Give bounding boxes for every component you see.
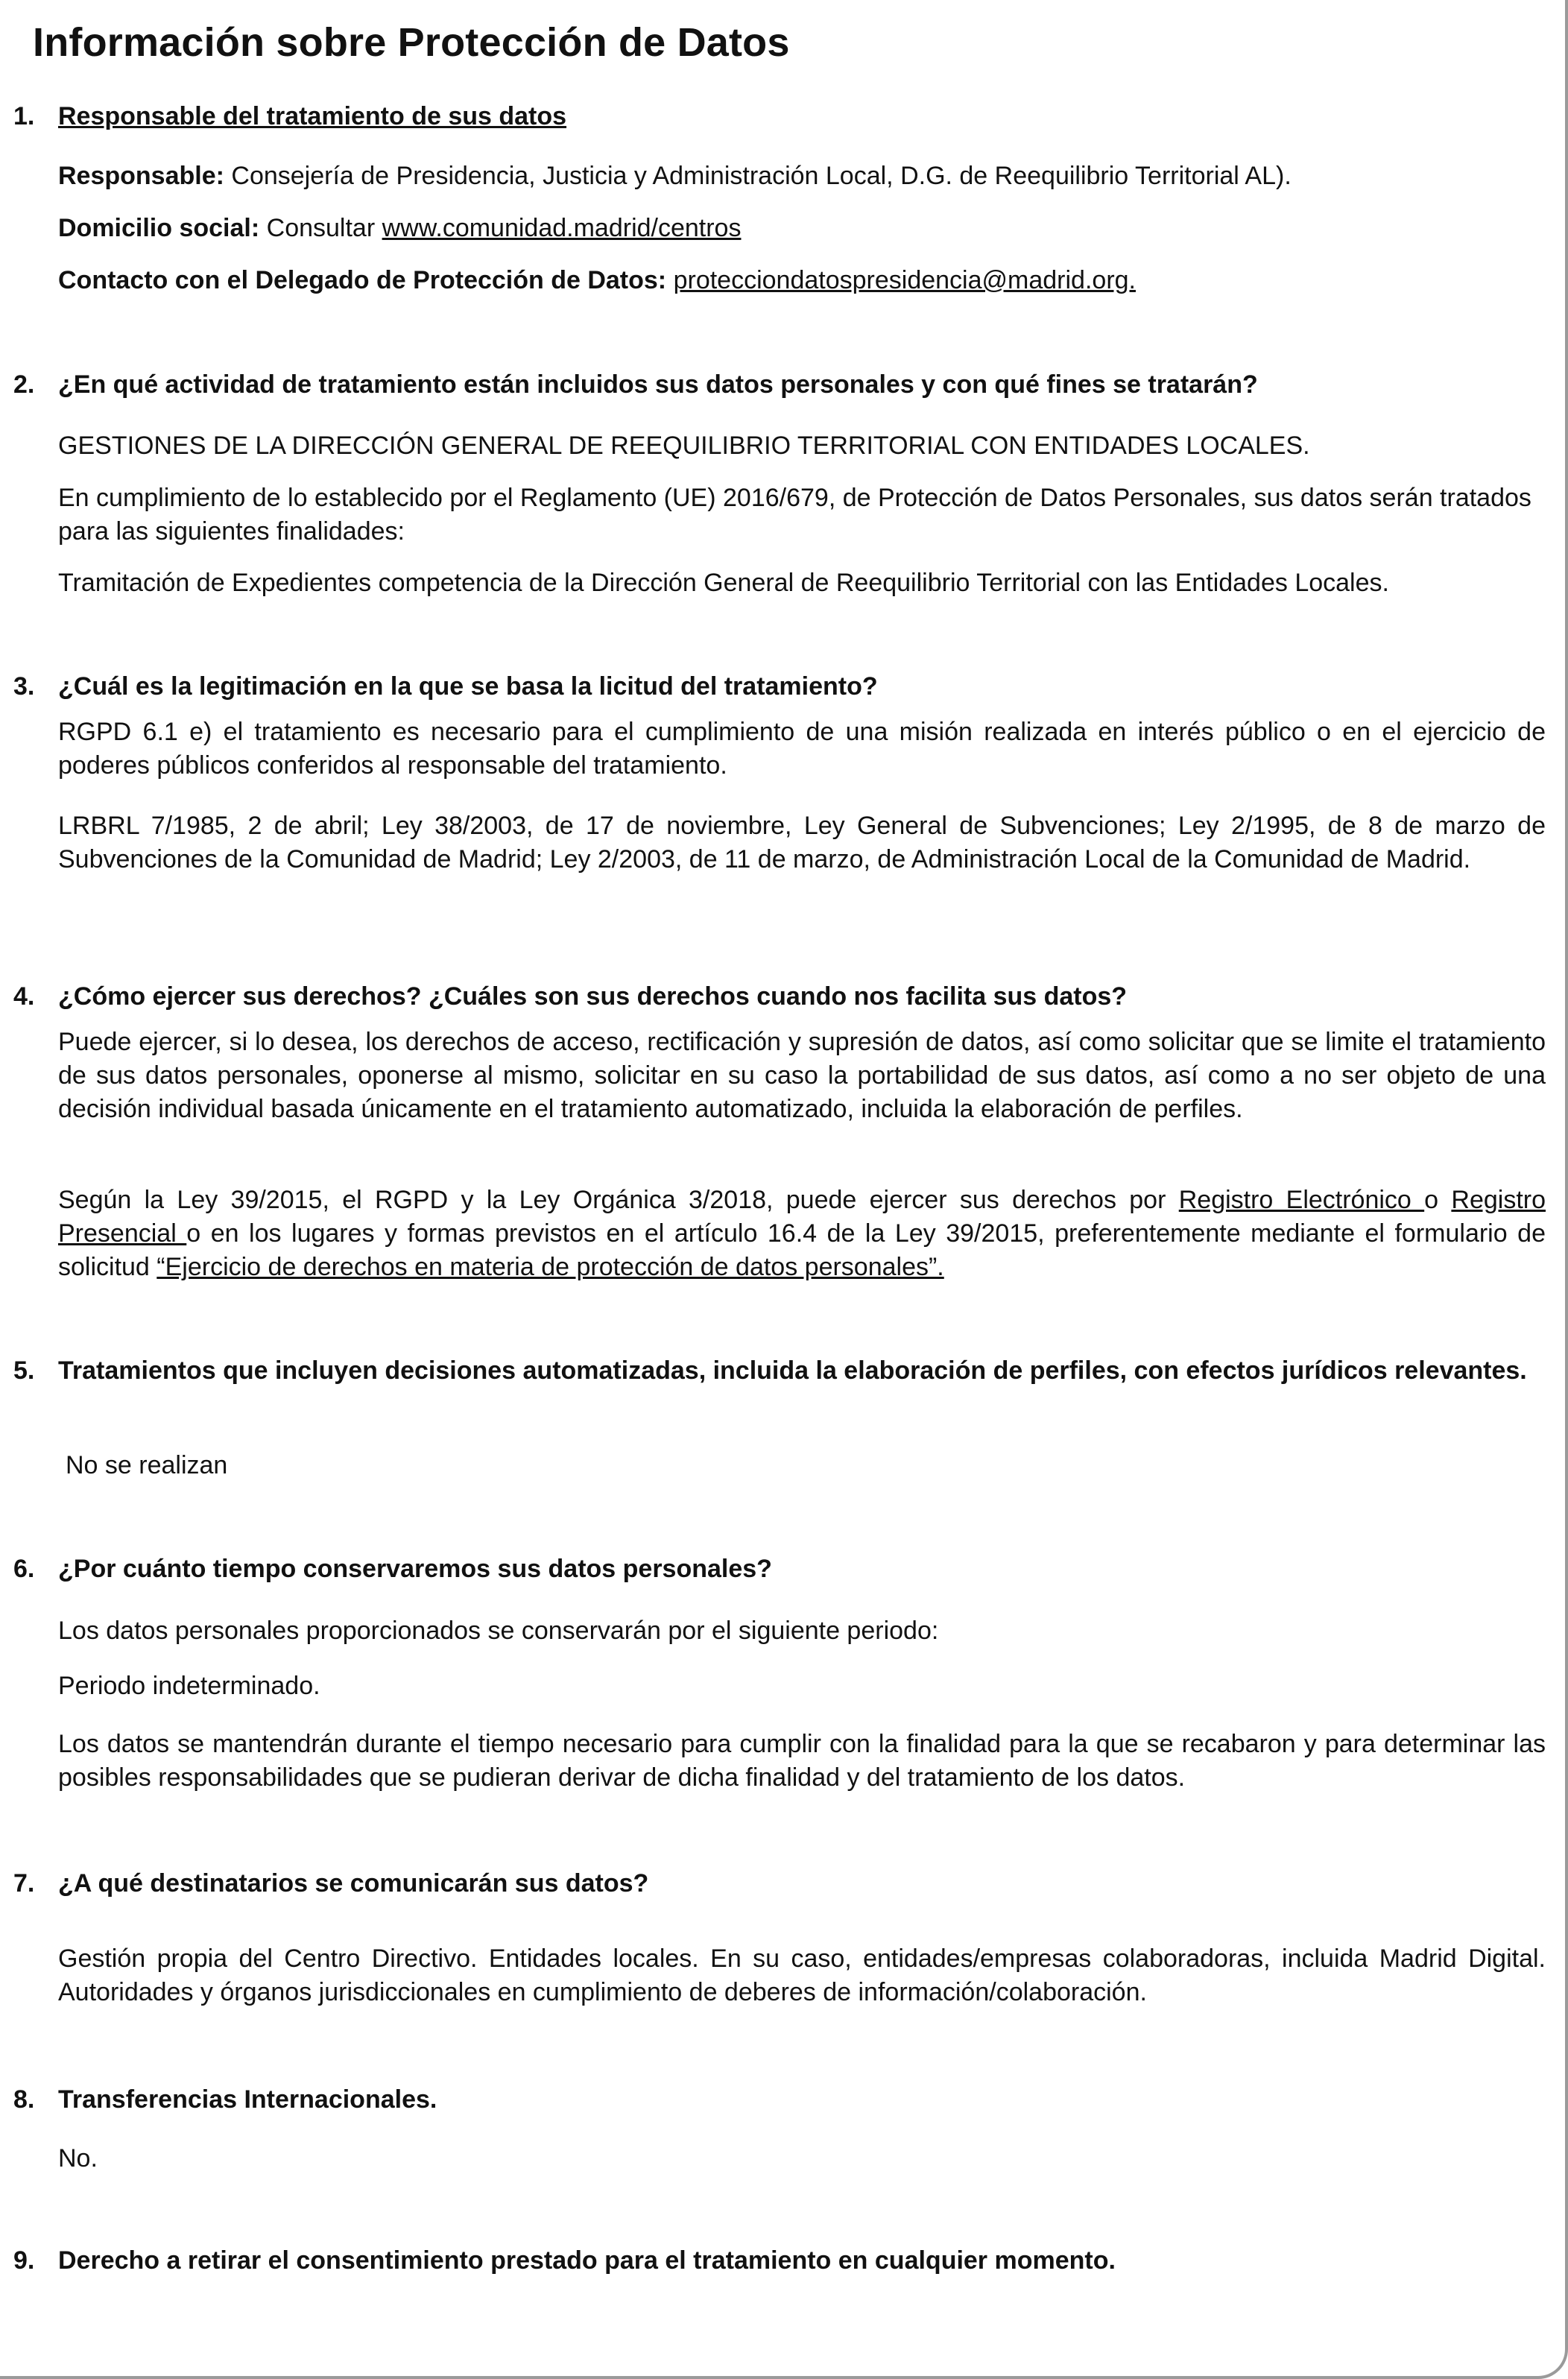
section-number: 7. bbox=[13, 1869, 35, 1898]
domicilio-label: Domicilio social: bbox=[58, 214, 260, 242]
section-number: 8. bbox=[13, 2085, 35, 2114]
section-heading: Tratamientos que incluyen decisiones automatizadas, incluida la elaboración de perfiles, con efectos jurídicos relevantes. bbox=[58, 1356, 1527, 1385]
text-run: o en los lugares y formas previstos en el artículo 16.4 de la Ley 39/2015, preferentemente mediante el formulario de solicitud bbox=[58, 1219, 1546, 1281]
registro-electronico-link[interactable]: Registro Electrónico bbox=[1178, 1186, 1425, 1214]
paragraph: No se realizan bbox=[66, 1451, 228, 1479]
section-heading: Transferencias Internacionales. bbox=[58, 2085, 437, 2114]
contacto-label: Contacto con el Delegado de Protección de Datos: bbox=[58, 266, 667, 294]
paragraph: Los datos se mantendrán durante el tiempo necesario para cumplir con la finalidad para la que se recabaron y para determinar las posibles responsabilidades que se pudieran derivar de dicha finalidad y del tratamiento de los datos. bbox=[58, 1730, 1546, 1792]
responsable-value: Consejería de Presidencia, Justicia y Administración Local, D.G. de Reequilibrio Territorial AL). bbox=[224, 162, 1292, 190]
paragraph: GESTIONES DE LA DIRECCIÓN GENERAL DE REEQUILIBRIO TERRITORIAL CON ENTIDADES LOCALES. bbox=[58, 432, 1310, 460]
responsable-label: Responsable: bbox=[58, 162, 224, 190]
registro-presencial-link[interactable]: Registro Presencial bbox=[58, 1186, 1546, 1248]
paragraph: Puede ejercer, si lo desea, los derechos de acceso, rectificación y supresión de datos, así como solicitar que se limite el tratamiento de sus datos personales, oponerse al mismo, solicitar en su caso la portabilidad de sus datos, así como a no ser objeto de una decisión individual basada únicamente en el tratamiento automatizado, incluida la elaboración de perfiles. bbox=[58, 1028, 1546, 1123]
dpo-email-link[interactable]: protecciondatospresidencia@madrid.org. bbox=[673, 266, 1136, 294]
section-heading: ¿Cuál es la legitimación en la que se basa la licitud del tratamiento? bbox=[58, 672, 878, 701]
text-run: Según la Ley 39/2015, el RGPD y la Ley Orgánica 3/2018, puede ejercer sus derechos por bbox=[58, 1186, 1179, 1214]
section-heading: ¿Cómo ejercer sus derechos? ¿Cuáles son sus derechos cuando nos facilita sus datos? bbox=[58, 982, 1128, 1011]
section-number: 6. bbox=[13, 1555, 35, 1583]
section-number: 1. bbox=[13, 102, 35, 130]
section-number: 4. bbox=[13, 982, 35, 1011]
section-number: 5. bbox=[13, 1356, 35, 1385]
section-heading: ¿En qué actividad de tratamiento están incluidos sus datos personales y con qué fines se tratarán? bbox=[58, 370, 1258, 399]
section-heading: Derecho a retirar el consentimiento prestado para el tratamiento en cualquier momento. bbox=[58, 2246, 1116, 2275]
paragraph: RGPD 6.1 e) el tratamiento es necesario para el cumplimiento de una misión realizada en interés público o en el ejercicio de poderes públicos conferidos al responsable del tratamiento. bbox=[58, 718, 1546, 780]
rights-paragraph bbox=[58, 1184, 1546, 1284]
responsable-line bbox=[58, 159, 1546, 193]
section-heading: Responsable del tratamiento de sus datos bbox=[58, 102, 567, 130]
section-heading: ¿Por cuánto tiempo conservaremos sus datos personales? bbox=[58, 1555, 772, 1583]
paragraph: Gestión propia del Centro Directivo. Entidades locales. En su caso, entidades/empresas colaboradoras, incluida Madrid Digital. Autoridades y órganos jurisdiccionales en cumplimiento de deberes de información/colaboración. bbox=[58, 1944, 1546, 2006]
contacto-line bbox=[58, 264, 1546, 297]
domicilio-line bbox=[58, 212, 1546, 245]
paragraph: Tramitación de Expedientes competencia de la Dirección General de Reequilibrio Territorial con las Entidades Locales. bbox=[58, 569, 1389, 597]
formulario-derechos-link[interactable]: “Ejercicio de derechos en materia de protección de datos personales”. bbox=[157, 1253, 944, 1281]
paragraph: Los datos personales proporcionados se conservarán por el siguiente periodo: bbox=[58, 1617, 939, 1645]
section-heading: ¿A qué destinatarios se comunicarán sus datos? bbox=[58, 1869, 649, 1898]
paragraph: No. bbox=[58, 2144, 98, 2173]
paragraph: Periodo indeterminado. bbox=[58, 1672, 320, 1700]
page-title: Información sobre Protección de Datos bbox=[33, 20, 790, 65]
section-number: 9. bbox=[13, 2246, 35, 2275]
section-number: 2. bbox=[13, 370, 35, 399]
section-number: 3. bbox=[13, 672, 35, 701]
paragraph: LRBRL 7/1985, 2 de abril; Ley 38/2003, de 17 de noviembre, Ley General de Subvenciones; Ley 2/1995, de 8 de marzo de Subvenciones de la Comunidad de Madrid; Ley 2/2003, de 11 de marzo, de Administración Local de la Comunidad de Madrid. bbox=[58, 812, 1546, 873]
domicilio-text: Consultar bbox=[259, 214, 382, 242]
centros-link[interactable]: www.comunidad.madrid/centros bbox=[382, 214, 742, 242]
paragraph: En cumplimiento de lo establecido por el Reglamento (UE) 2016/679, de Protección de Datos Personales, sus datos serán tratados para las siguientes finalidades: bbox=[58, 484, 1531, 546]
text-run: o bbox=[1424, 1186, 1452, 1214]
